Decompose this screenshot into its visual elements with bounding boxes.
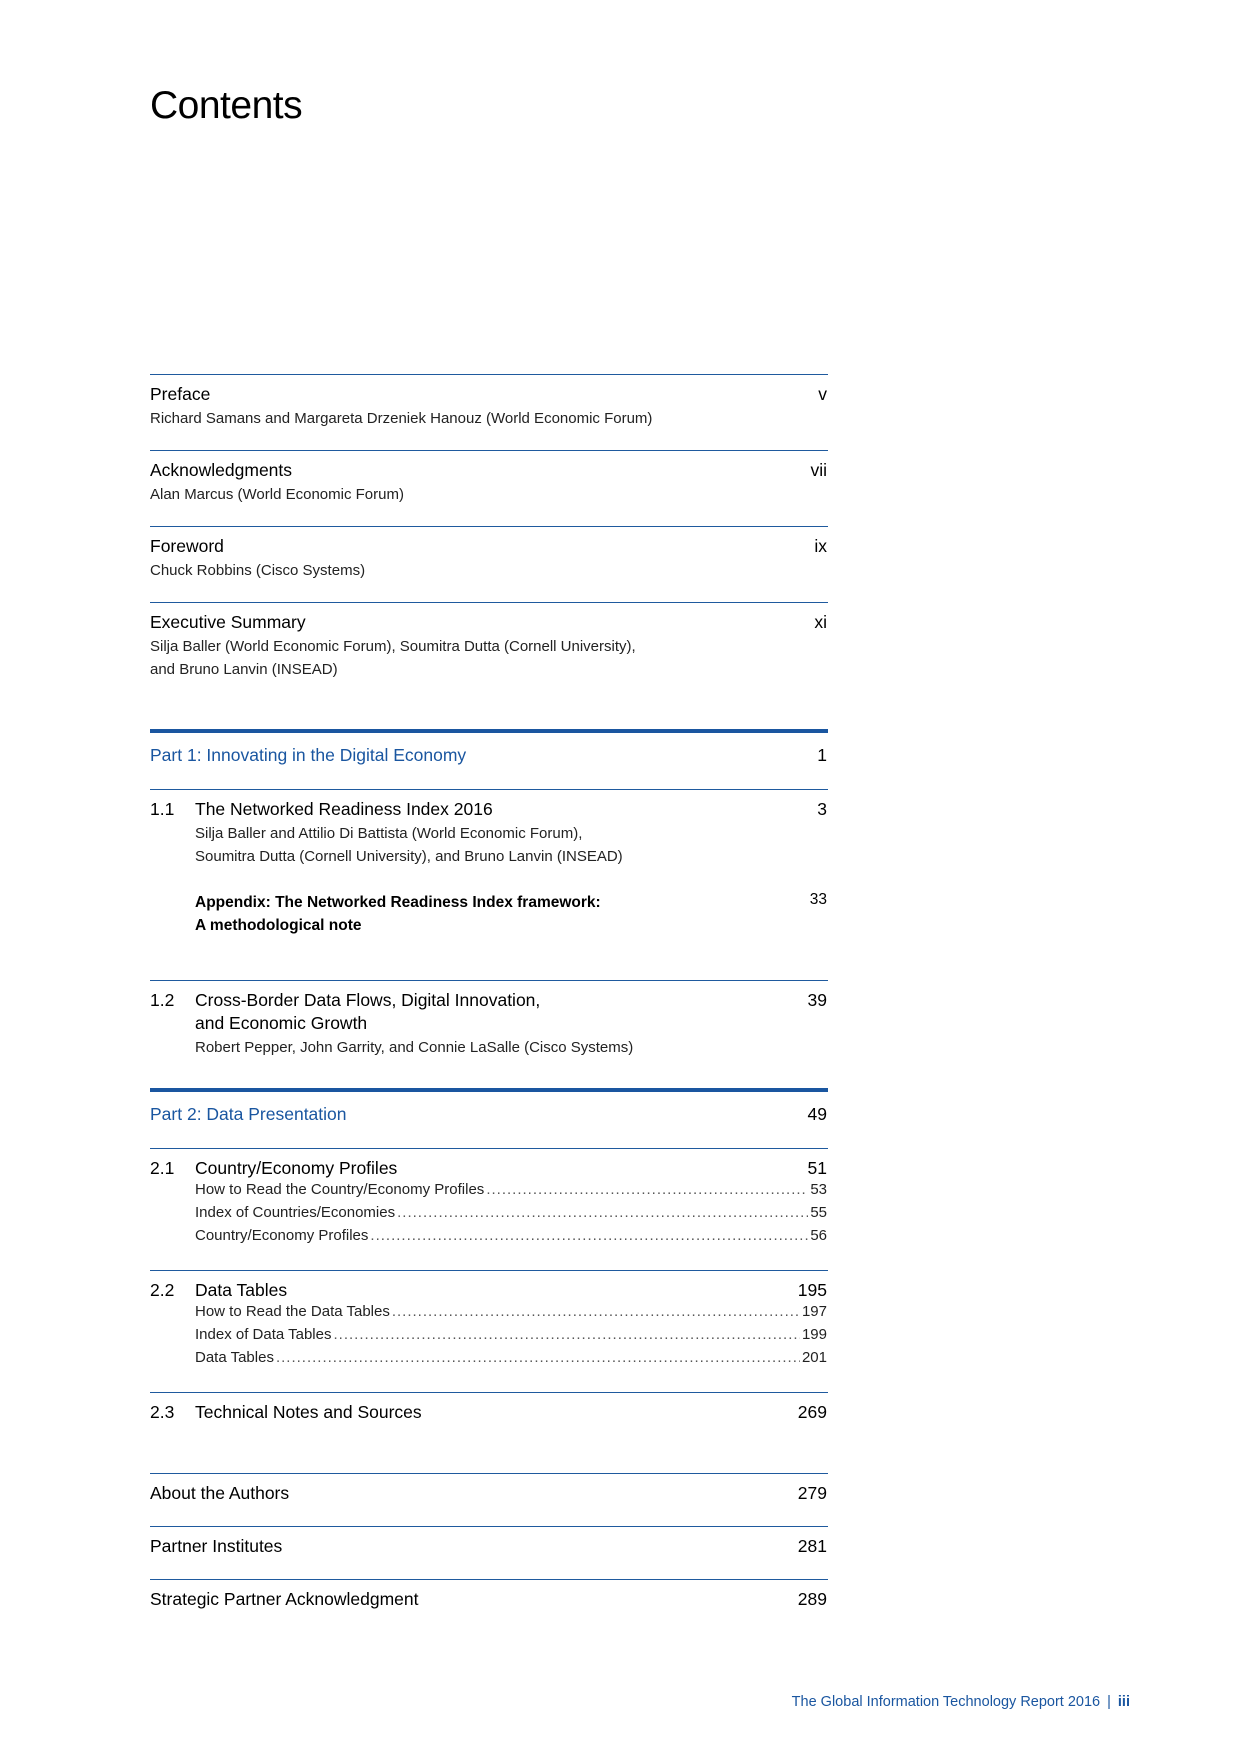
part-2-page: 49 xyxy=(807,1104,827,1124)
chapter-1-1-page: 3 xyxy=(817,799,827,819)
page-title: Contents xyxy=(150,84,303,127)
divider xyxy=(150,1579,828,1580)
toc-subentry[interactable] xyxy=(195,1326,827,1348)
subentry-label: How to Read the Country/Economy Profiles xyxy=(195,1181,485,1198)
subentry-label: Country/Economy Profiles xyxy=(195,1227,369,1244)
divider xyxy=(150,1148,828,1149)
chapter-1-2-authors: Robert Pepper, John Garrity, and Connie LaSalle (Cisco Systems) xyxy=(195,1039,634,1056)
chapter-number: 2.2 xyxy=(150,1280,175,1300)
toc-entry-foreword-title[interactable]: Foreword xyxy=(150,536,224,556)
toc-entry-executive-summary-title[interactable]: Executive Summary xyxy=(150,612,306,632)
chapter-1-2-title-line-1[interactable]: Cross-Border Data Flows, Digital Innovation, xyxy=(195,990,541,1010)
dot-leader xyxy=(370,1227,808,1244)
chapter-1-1-authors-line-1: Silja Baller and Attilio Di Battista (World Economic Forum), xyxy=(195,825,583,842)
toc-subentry[interactable] xyxy=(195,1204,827,1226)
divider xyxy=(150,602,828,603)
chapter-1-2-page: 39 xyxy=(807,990,827,1010)
chapter-1-1-authors-line-2: Soumitra Dutta (Cornell University), and Bruno Lanvin (INSEAD) xyxy=(195,848,623,865)
appendix-page: 33 xyxy=(809,891,827,908)
dot-leader xyxy=(486,1181,808,1198)
subentry-page: 197 xyxy=(801,1303,827,1320)
toc-entry-partner-institutes-page: 281 xyxy=(797,1536,827,1556)
chapter-1-1-title[interactable]: The Networked Readiness Index 2016 xyxy=(195,799,493,819)
divider xyxy=(150,1473,828,1474)
footer-report-title: The Global Information Technology Report 2016 xyxy=(791,1694,1101,1710)
chapter-2-2-title[interactable]: Data Tables xyxy=(195,1280,288,1300)
dot-leader xyxy=(276,1349,800,1366)
part-divider xyxy=(150,1088,828,1092)
appendix-title-line-1[interactable]: Appendix: The Networked Readiness Index framework: xyxy=(195,894,601,911)
divider xyxy=(150,1526,828,1527)
toc-entry-acknowledgments-page: vii xyxy=(810,460,827,480)
toc-entry-foreword-page: ix xyxy=(814,536,827,556)
chapter-2-3-title[interactable]: Technical Notes and Sources xyxy=(195,1402,422,1422)
toc-subentry[interactable] xyxy=(195,1227,827,1249)
subentry-page: 201 xyxy=(801,1349,827,1366)
chapter-number: 2.1 xyxy=(150,1158,175,1178)
toc-subentry[interactable] xyxy=(195,1349,827,1371)
dot-leader xyxy=(333,1326,799,1343)
part-1-title[interactable]: Part 1: Innovating in the Digital Economy xyxy=(150,745,467,765)
dot-leader xyxy=(397,1204,808,1221)
toc-subentry[interactable] xyxy=(195,1181,827,1203)
part-1-page: 1 xyxy=(817,745,827,765)
footer-page-number: iii xyxy=(1117,1694,1130,1710)
chapter-2-2-page: 195 xyxy=(797,1280,827,1300)
part-2-title[interactable]: Part 2: Data Presentation xyxy=(150,1104,347,1124)
toc-entry-executive-summary-authors-line-1: Silja Baller (World Economic Forum), Soumitra Dutta (Cornell University), xyxy=(150,638,636,655)
page-footer xyxy=(792,1694,1130,1710)
subentry-label: Data Tables xyxy=(195,1349,274,1366)
subentry-label: Index of Countries/Economies xyxy=(195,1204,396,1221)
toc-entry-strategic-partner-page: 289 xyxy=(797,1589,827,1609)
divider xyxy=(150,789,828,790)
subentry-label: Index of Data Tables xyxy=(195,1326,332,1343)
toc-entry-preface-authors: Richard Samans and Margareta Drzeniek Hanouz (World Economic Forum) xyxy=(150,410,653,427)
part-divider xyxy=(150,729,828,733)
appendix-title-line-2: A methodological note xyxy=(195,917,362,934)
chapter-number: 2.3 xyxy=(150,1402,175,1422)
chapter-number: 1.1 xyxy=(150,799,175,819)
toc-entry-executive-summary-page: xi xyxy=(814,612,827,632)
toc-entry-acknowledgments-title[interactable]: Acknowledgments xyxy=(150,460,293,480)
chapter-2-1-title[interactable]: Country/Economy Profiles xyxy=(195,1158,398,1178)
divider xyxy=(150,1270,828,1271)
toc-entry-foreword-authors: Chuck Robbins (Cisco Systems) xyxy=(150,562,366,579)
toc-entry-strategic-partner-title[interactable]: Strategic Partner Acknowledgment xyxy=(150,1589,419,1609)
chapter-2-3-page: 269 xyxy=(797,1402,827,1422)
subentry-page: 53 xyxy=(810,1181,827,1198)
divider xyxy=(150,450,828,451)
chapter-2-1-page: 51 xyxy=(807,1158,827,1178)
toc-subentry[interactable] xyxy=(195,1303,827,1325)
subentry-page: 55 xyxy=(810,1204,827,1221)
toc-entry-preface-page: v xyxy=(818,384,827,404)
divider xyxy=(150,374,828,375)
toc-entry-executive-summary-authors-line-2: and Bruno Lanvin (INSEAD) xyxy=(150,661,338,678)
chapter-number: 1.2 xyxy=(150,990,175,1010)
subentry-page: 56 xyxy=(810,1227,827,1244)
toc-entry-acknowledgments-authors: Alan Marcus (World Economic Forum) xyxy=(150,486,404,503)
footer-separator: | xyxy=(1107,1694,1111,1710)
dot-leader xyxy=(392,1303,800,1320)
toc-entry-preface-title[interactable]: Preface xyxy=(150,384,211,404)
subentry-page: 199 xyxy=(801,1326,827,1343)
toc-entry-about-authors-page: 279 xyxy=(797,1483,827,1503)
divider xyxy=(150,1392,828,1393)
subentry-label: How to Read the Data Tables xyxy=(195,1303,390,1320)
toc-entry-about-authors-title[interactable]: About the Authors xyxy=(150,1483,290,1503)
divider xyxy=(150,980,828,981)
chapter-1-2-title-line-2: and Economic Growth xyxy=(195,1013,368,1033)
toc-entry-partner-institutes-title[interactable]: Partner Institutes xyxy=(150,1536,283,1556)
divider xyxy=(150,526,828,527)
